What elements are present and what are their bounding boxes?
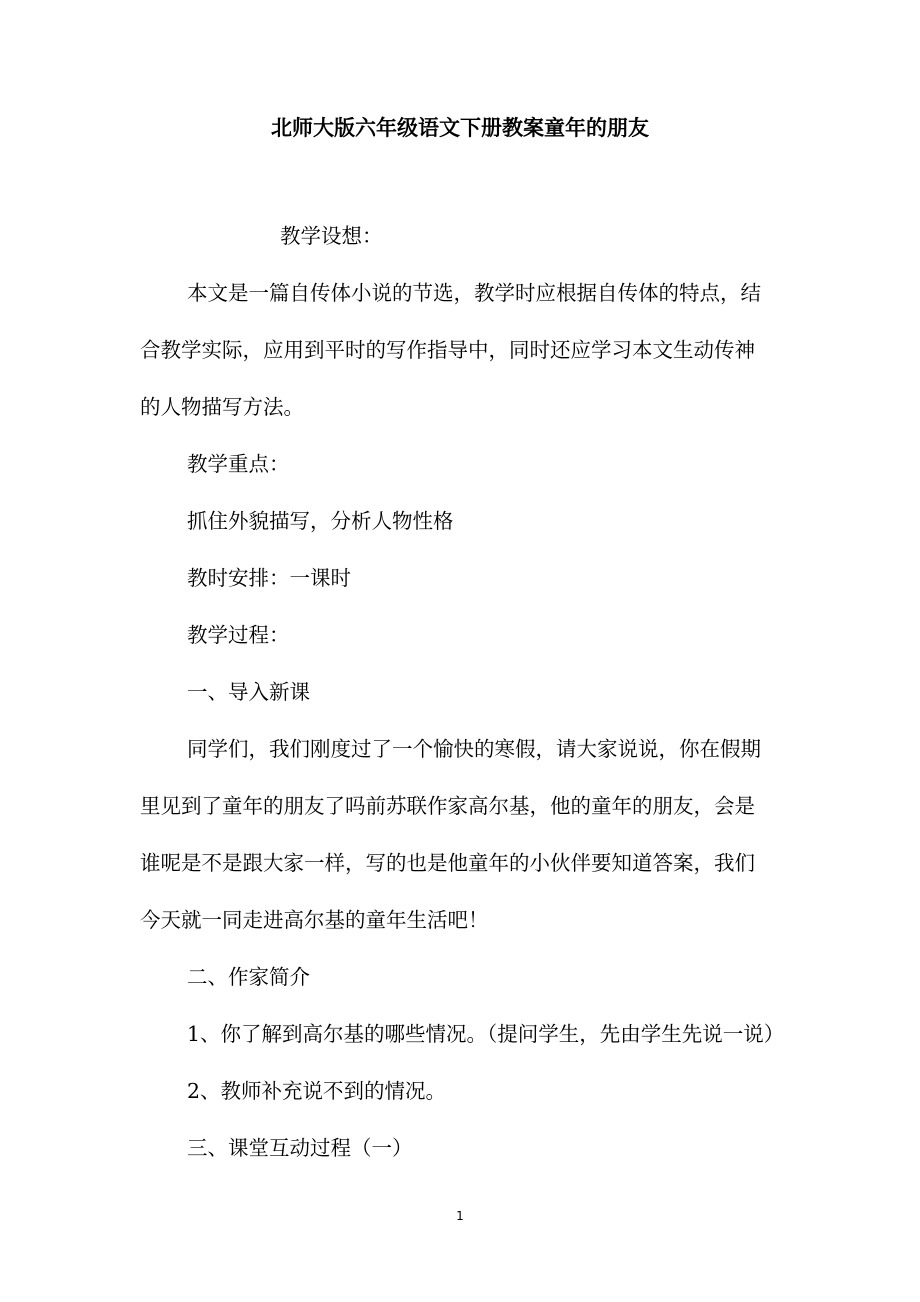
paragraph-line: 抓住外貌描写，分析人物性格 — [187, 509, 454, 533]
section-heading-author: 二、作家简介 — [187, 965, 310, 989]
document-title: 北师大版六年级语文下册教案童年的朋友 — [271, 116, 649, 140]
list-item: 1、你了解到高尔基的哪些情况。（提问学生，先由学生先说一说） — [187, 1022, 785, 1046]
section-heading-process: 教学过程： — [187, 623, 290, 647]
paragraph-line: 同学们，我们刚度过了一个愉快的寒假，请大家说说，你在假期 — [187, 737, 761, 761]
paragraph-line: 本文是一篇自传体小说的节选，教学时应根据自传体的特点，结 — [187, 281, 761, 305]
section-heading-teaching-idea: 教学设想： — [280, 224, 383, 248]
paragraph-line: 合教学实际，应用到平时的写作指导中，同时还应学习本文生动传神 — [140, 338, 755, 362]
section-heading-key-points: 教学重点： — [187, 452, 290, 476]
section-heading-interaction: 三、课堂互动过程（一） — [187, 1136, 413, 1160]
list-item: 2、教师补充说不到的情况。 — [187, 1079, 447, 1103]
paragraph-line: 谁呢是不是跟大家一样，写的也是他童年的小伙伴要知道答案，我们 — [140, 851, 755, 875]
paragraph-line: 教时安排：一课时 — [187, 566, 351, 590]
page-number: 1 — [456, 1209, 464, 1223]
paragraph-line: 的人物描写方法。 — [140, 395, 304, 419]
section-heading-intro: 一、导入新课 — [187, 680, 310, 704]
paragraph-line: 今天就一同走进高尔基的童年生活吧！ — [140, 908, 489, 932]
paragraph-line: 里见到了童年的朋友了吗前苏联作家高尔基，他的童年的朋友，会是 — [140, 794, 755, 818]
